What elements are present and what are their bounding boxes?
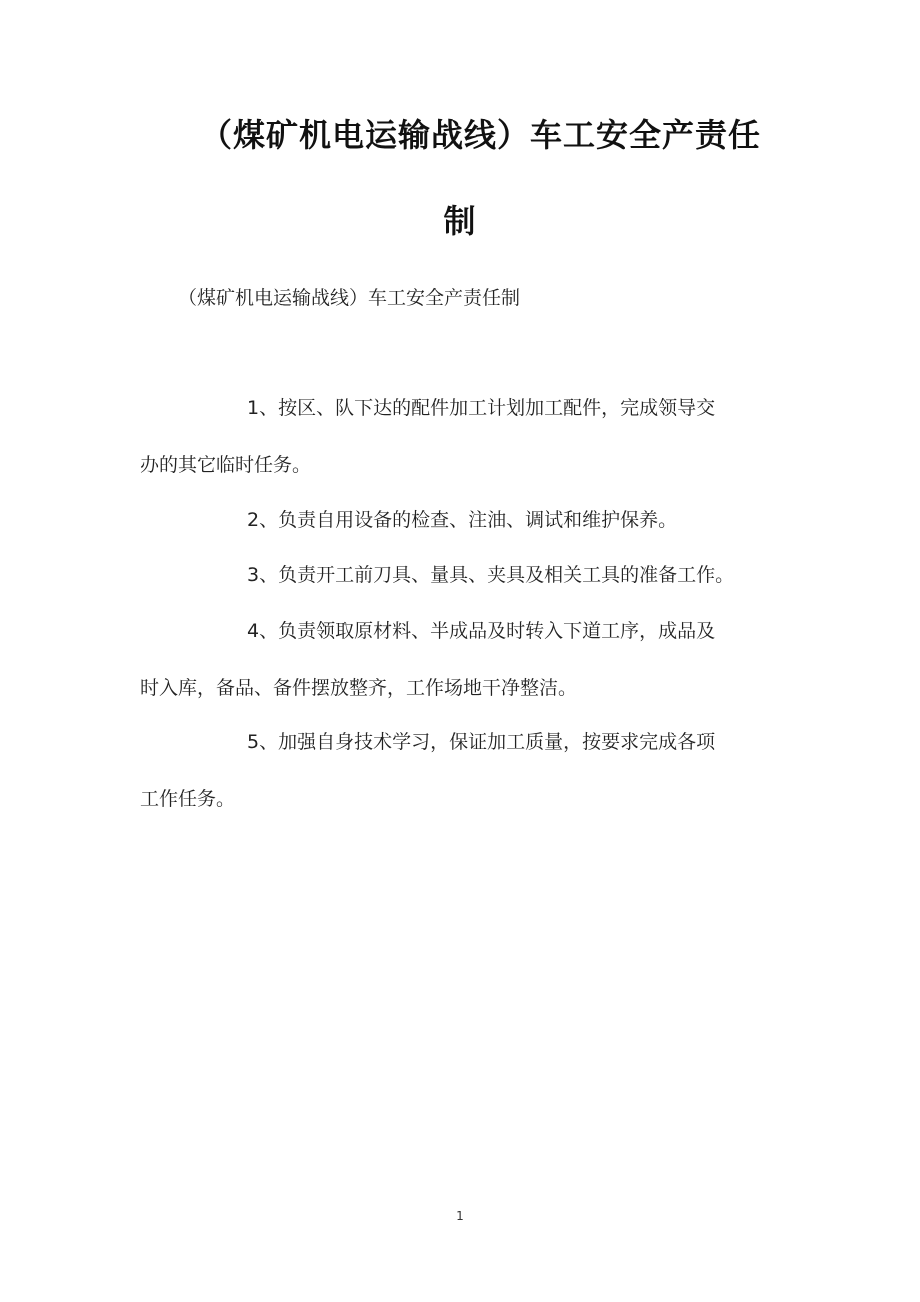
list-item-text: 3、负责开工前刀具、量具、夹具及相关工具的准备工作。 — [247, 564, 735, 586]
list-item — [140, 616, 790, 700]
list-item — [140, 560, 790, 587]
list-item-continuation: 时入库，备品、备件摆放整齐，工作场地干净整洁。 — [140, 677, 578, 699]
list-item-text: 4、负责领取原材料、半成品及时转入下道工序，成品及 — [247, 620, 716, 642]
list-item — [140, 505, 790, 532]
list-item-continuation: 工作任务。 — [140, 788, 236, 810]
document-subtitle: （煤矿机电运输战线）车工安全产责任制 — [178, 287, 521, 309]
list-item-continuation: 办的其它临时任务。 — [140, 454, 312, 476]
list-item-text: 2、负责自用设备的检查、注油、调试和维护保养。 — [247, 509, 678, 531]
list-item-text: 5、加强自身技术学习，保证加工质量，按要求完成各项 — [247, 731, 716, 753]
page-number: 1 — [456, 1209, 464, 1223]
list-item — [140, 727, 790, 811]
list-item-text: 1、按区、队下达的配件加工计划加工配件，完成领导交 — [247, 397, 716, 419]
document-title-line-1: （煤矿机电运输战线）车工安全产责任 — [200, 116, 762, 154]
list-item — [140, 393, 790, 477]
document-title-line-2: 制 — [443, 202, 477, 240]
